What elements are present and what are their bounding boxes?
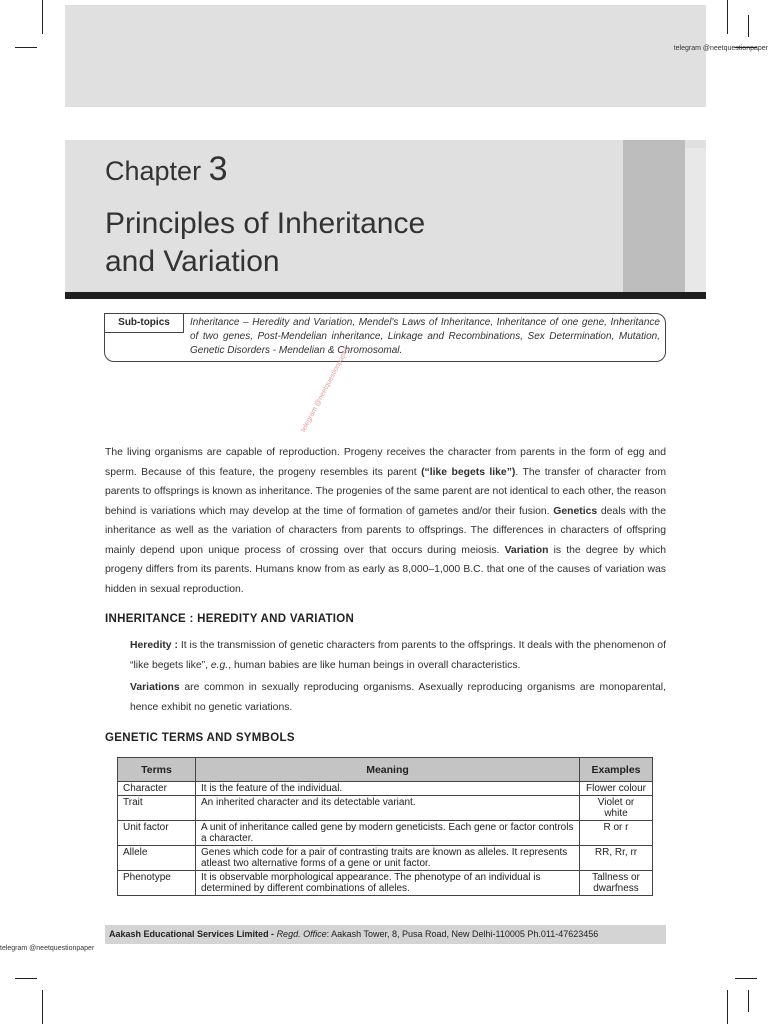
table-row xyxy=(118,871,653,896)
chapter-tab-edge xyxy=(685,148,706,292)
crop-mark xyxy=(727,0,728,34)
chapter-word: Chapter xyxy=(105,156,202,186)
text-run: deals with the inheritance as well as the variation of characters from parents to offsprings. The differences in characters of offspring mainly depend upon unique process of crossing over that occurs during meiosis. xyxy=(105,505,666,556)
table-row xyxy=(118,821,653,846)
text-run: are common in sexually reproducing organisms. Asexually reproducing organisms are monoparental, hence exhibit no genetic variations. xyxy=(130,682,666,713)
chapter-rule xyxy=(65,292,706,299)
column-header: Terms xyxy=(118,758,196,782)
footer-address: : Aakash Tower, 8, Pusa Road, New Delhi-110005 Ph.011-47623456 xyxy=(326,929,599,939)
crop-mark xyxy=(15,47,37,48)
example-cell: R or r xyxy=(580,821,653,846)
crop-mark xyxy=(748,15,749,37)
example-cell: Flower colour xyxy=(580,782,653,796)
subtopics-label: Sub-topics xyxy=(104,313,184,333)
intro-paragraph xyxy=(105,443,666,599)
text-run: is the degree by which progeny differs from its parents. Humans know from as early as 8,000–1,000 B.C. that one of the causes of variation was hidden in sexual reproduction. xyxy=(105,544,666,595)
meaning-cell: An inherited character and its detectable variant. xyxy=(196,796,580,821)
term-cell: Allele xyxy=(118,846,196,871)
header-band xyxy=(65,5,706,107)
watermark: telegram @neetquestionpaper xyxy=(300,346,351,434)
text-run: The living organisms are capable of reproduction. Progeny receives the character from parents in the form of egg and sperm. Because of this feature, the progeny resembles its parent xyxy=(105,447,666,478)
example-cell: RR, Rr, rr xyxy=(580,846,653,871)
table-row xyxy=(118,846,653,871)
chapter-title xyxy=(105,205,425,281)
term-cell: Phenotype xyxy=(118,871,196,896)
footer-company: Aakash Educational Services Limited - xyxy=(109,929,277,939)
column-header: Examples xyxy=(580,758,653,782)
example-cell: Violet or white xyxy=(580,796,653,821)
bold-text: Heredity : xyxy=(130,640,178,651)
chapter-title-line: and Variation xyxy=(105,245,280,278)
column-header: Meaning xyxy=(196,758,580,782)
genetic-terms-table xyxy=(117,757,653,896)
term-cell: Character xyxy=(118,782,196,796)
table-row xyxy=(118,782,653,796)
text-run: . The transfer of character from parents to offsprings is known as inheritance. The progenies of the same parent are not identical to each other, the reason behind is variations which may develop at the time of formation of gametes and/or their fusion. xyxy=(105,466,666,517)
subtopics-text: Inheritance – Heredity and Variation, Mendel's Laws of Inheritance, Inheritance of one gene, Inheritance of two genes, Post-Mendelian inheritance, Linkage and Recombinations, Sex Determination, Mutation, Genetic Disorders - Mendelian & Chromosomal. xyxy=(190,317,660,356)
crop-mark xyxy=(42,990,43,1024)
chapter-title-line: Principles of Inheritance xyxy=(105,207,426,240)
table-row xyxy=(118,796,653,821)
meaning-cell: It is the feature of the individual. xyxy=(196,782,580,796)
crop-mark xyxy=(15,978,37,979)
text-run: , human babies are like human beings in overall characteristics. xyxy=(228,659,521,671)
example-cell: Tallness or dwarfness xyxy=(580,871,653,896)
chapter-number: 3 xyxy=(208,150,228,188)
crop-mark xyxy=(748,990,749,1012)
bold-text: Variations xyxy=(130,682,180,693)
bold-text: (“like begets like”) xyxy=(421,466,516,478)
footer-office-label: Regd. Office xyxy=(276,929,327,939)
crop-mark xyxy=(42,0,43,34)
table-header-row xyxy=(118,758,653,782)
meaning-cell: Genes which code for a pair of contrasting traits are known as alleles. It represents atleast two alternative forms of a gene or unit factor. xyxy=(196,846,580,871)
section-heading: INHERITANCE : HEREDITY AND VARIATION xyxy=(105,613,355,625)
telegram-label-top: telegram @neetquestionpaper xyxy=(673,45,768,52)
chapter-tab xyxy=(623,140,685,292)
meaning-cell: It is observable morphological appearance. The phenotype of an individual is determined by different combinations of alleles. xyxy=(196,871,580,896)
meaning-cell: A unit of inheritance called gene by modern geneticists. Each gene or factor controls a character. xyxy=(196,821,580,846)
term-cell: Trait xyxy=(118,796,196,821)
text-run: It is the transmission of genetic characters from parents to the offsprings. It deals with the phenomenon of “like begets like”, xyxy=(130,640,666,671)
chapter-label xyxy=(105,150,228,189)
crop-mark xyxy=(727,990,728,1024)
footer-text xyxy=(109,929,598,939)
telegram-label-bottom: telegram @neetquestionpaper xyxy=(0,945,95,952)
italic-text: e.g. xyxy=(210,659,229,671)
term-cell: Unit factor xyxy=(118,821,196,846)
crop-mark xyxy=(735,978,757,979)
bold-text: Variation xyxy=(504,544,549,556)
bold-text: Genetics xyxy=(553,505,598,517)
section-heading: GENETIC TERMS AND SYMBOLS xyxy=(105,732,295,744)
heredity-paragraph xyxy=(130,636,666,675)
variations-paragraph xyxy=(130,678,666,717)
